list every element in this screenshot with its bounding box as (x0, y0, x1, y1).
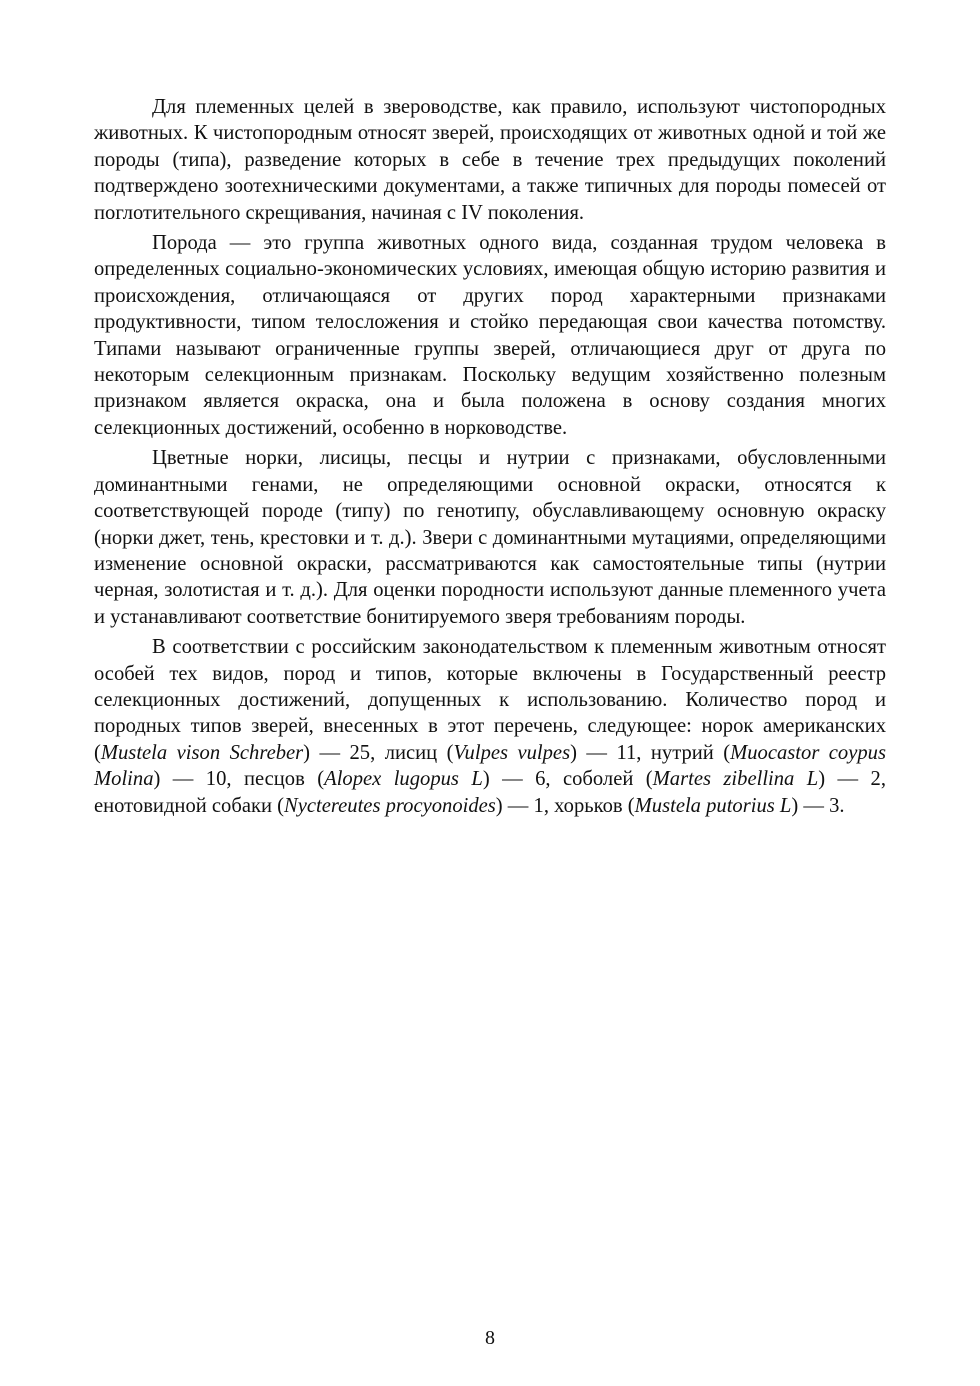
species-name-fox: Vulpes vulpes (453, 741, 571, 764)
paragraph-breed-definition: Порода — это группа животных одного вида, созданная трудом человека в определенных социально-экономических условиях, имеющая общую историю развития и происхождения, отличающаяся от других пород характерными признаками продуктивности, типом телосложения и стойко передающая свои качества потомству. Типами называют ограниченные группы зверей, отличающиеся друг от друга по некоторым селекционным признакам. Поскольку ведущим хозяйственно полезным признаком является окраска, она и была положена в основу создания многих селекционных достижений, особенно в норководстве. (94, 232, 886, 439)
paragraph-colored-animals: Цветные норки, лисицы, песцы и нутрии с признаками, обусловленными доминантными генами, не определяющими основной окраски, относятся к соответствующей породе (типу) по генотипу, обуславливающему основную окраску (норки джет, тень, крестовки и т. д.). Звери с доминантными мутациями, определяющими изменение основной окраски, рассматриваются как самостоятельные типы (нутрии черная, золотистая и т. д.). Для оценки породности используют данные племенного учета и устанавливают соответствие бонитируемого зверя требованиям породы. (94, 447, 886, 628)
species-name-mink: Mustela vison Schreber (100, 741, 304, 764)
paragraph-purebred: Для племенных целей в звероводстве, как правило, используют чистопородных животных. К чистопородным относят зверей, происходящих от животных одной и той же породы (типа), разведение которых в себе в течение трех предыдущих поколений подтверждено зоотехническими документами, а также типичных для породы помесей от поглотительного скрещивания, начиная с IV поколения. (94, 96, 886, 224)
species-count-sable: ) — 2, енотовидной собаки ( (94, 768, 886, 817)
species-name-raccoon-dog: Nyctereutes procyonoides (284, 794, 496, 817)
species-count-arctic-fox: ) — 6, соболей ( (482, 768, 653, 791)
species-name-arctic-fox: Alopex lugopus L (324, 768, 483, 791)
legislation-intro-text: В соответствии с российским законодательством к племенным животным относят особей тех видов, пород и типов, которые включены в Государственный реестр селекционных достижений, допущенных к использованию. Количество пород и породных типов зверей, внесенных в этот перечень, следующее: норок американских ( (94, 636, 886, 764)
paragraph-legislation (94, 634, 886, 819)
species-count-mink: ) — 25, лисиц ( (303, 741, 454, 764)
species-count-nutria: ) — 10, песцов ( (153, 768, 325, 791)
page-body (94, 94, 886, 819)
page-number: 8 (485, 1327, 495, 1349)
species-count-fox: ) — 11, нутрий ( (570, 741, 731, 764)
species-count-raccoon-dog: ) — 1, хорьков ( (495, 794, 635, 817)
species-count-ferret: ) — 3. (791, 794, 845, 817)
species-name-ferret: Mustela putorius L (634, 794, 792, 817)
species-name-sable: Martes zibellina L (652, 768, 819, 791)
species-name-nutria: Muocastor coypus Molina (94, 741, 886, 791)
